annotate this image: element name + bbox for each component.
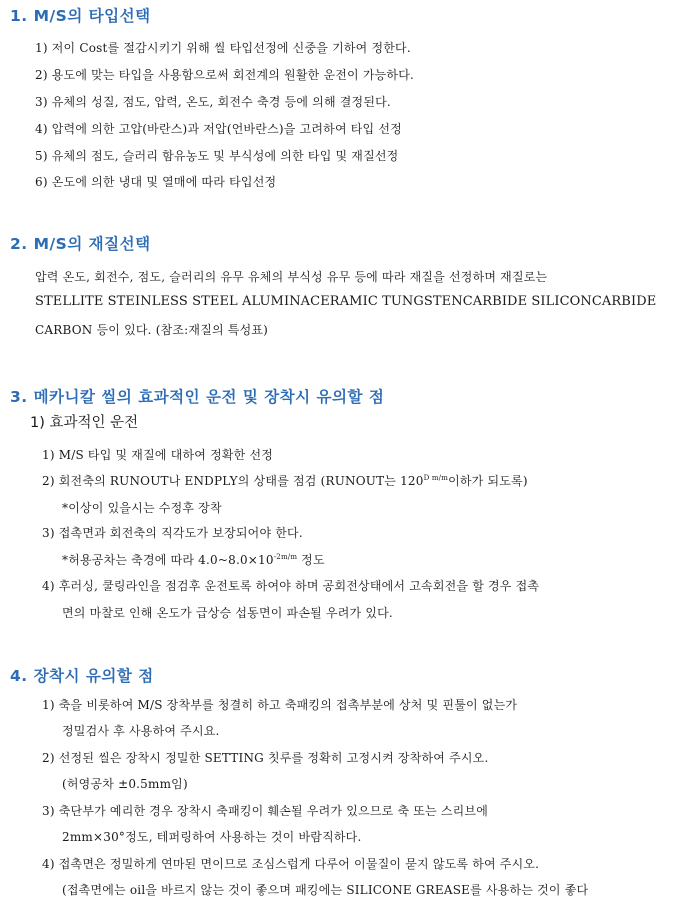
section3-item-3: 3) 접촉면과 회전축의 직각도가 보장되어야 한다. <box>42 526 303 540</box>
section1-item-4: 4) 압력에 의한 고압(바란스)과 저압(언바란스)을 고려하여 타입 선정 <box>35 122 402 136</box>
section3-item-3-note-suffix: 정도 <box>297 553 325 567</box>
section2-line-1: 압력 온도, 회전수, 점도, 슬러리의 유무 유체의 부식성 유무 등에 따라 재질을 선정하며 재질로는 <box>35 270 548 284</box>
section3-item-2-note: *이상이 있을시는 수정후 장착 <box>62 501 222 515</box>
section3-item-3-note <box>62 551 325 568</box>
section3-subtitle: 1) 효과적인 운전 <box>30 415 139 431</box>
section4-item-3-line-2: 2mm×30°정도, 테퍼링하여 사용하는 것이 바람직하다. <box>62 830 362 844</box>
section4-item-1-line-1: 1) 축을 비롯하여 M/S 장착부를 청결히 하고 축패킹의 접촉부분에 상처 및 핀툴이 없는가 <box>42 698 518 712</box>
section3-item-3-note-unit: -2m/m <box>273 553 298 561</box>
section3-item-2-unit: D m/m <box>423 474 449 482</box>
section1-item-2: 2) 용도에 맞는 타입을 사용함으로써 회전계의 원활한 운전이 가능하다. <box>35 68 415 82</box>
section3-title: 3. 메카니칼 씰의 효과적인 운전 및 장착시 유의할 점 <box>10 388 385 406</box>
section2-line-3: CARBON 등이 있다. (참조:재질의 특성표) <box>35 323 269 337</box>
section4-item-4-line-2: (접촉면에는 oil을 바르지 않는 것이 좋으며 패킹에는 SILICONE GREASE를 사용하는 것이 좋다 <box>62 883 589 897</box>
section3-item-2-text: 2) 회전축의 RUNOUT나 ENDPLY의 상태를 점검 (RUNOUT는 120 <box>42 474 424 488</box>
section1-item-5: 5) 유체의 점도, 슬러리 함유농도 및 부식성에 의한 타입 및 재질선정 <box>35 149 399 163</box>
section2-title: 2. M/S의 재질선택 <box>10 235 151 253</box>
section4-title: 4. 장착시 유의할 점 <box>10 667 154 685</box>
section2-line-2: STELLITE STEINLESS STEEL ALUMINACERAMIC TUNGSTENCARBIDE SILICONCARBIDE <box>35 294 657 309</box>
section1-title: 1. M/S의 타입선택 <box>10 7 151 25</box>
section3-item-4-line-1: 4) 후러싱, 쿨링라인을 점검후 운전토록 하여야 하며 공회전상태에서 고속회전을 할 경우 접촉 <box>42 579 540 593</box>
section4-item-2-line-1: 2) 선정된 씰은 장착시 정밀한 SETTING 칫루를 정확히 고정시켜 장착하여 주시오. <box>42 751 489 765</box>
section3-item-1: 1) M/S 타입 및 재질에 대하여 정확한 선정 <box>42 448 274 462</box>
section4-item-2-line-2: (허영공차 ±0.5mm임) <box>62 777 188 791</box>
section4-item-1-line-2: 정밀검사 후 사용하여 주시요. <box>62 724 220 738</box>
section4-item-3-line-1: 3) 축단부가 예리한 경우 장착시 축패킹이 훼손될 우려가 있으므로 축 또는 스리브에 <box>42 804 489 818</box>
section1-item-3: 3) 유체의 성질, 점도, 압력, 온도, 회전수 축경 등에 의해 결정된다. <box>35 95 391 109</box>
section3-item-2 <box>42 472 528 489</box>
section3-item-3-note-text: *허용공차는 축경에 따라 4.0~8.0×10 <box>62 553 274 567</box>
section3-item-2-suffix: 이하가 되도록) <box>448 474 528 488</box>
section4-item-4-line-1: 4) 접촉면은 정밀하게 연마된 면이므로 조심스럽게 다루어 이물질이 묻지 않도록 하여 주시오. <box>42 857 540 871</box>
section3-item-4-line-2: 면의 마찰로 인해 온도가 급상승 섭동면이 파손될 우려가 있다. <box>62 606 393 620</box>
section1-item-1: 1) 저이 Cost를 절감시키기 위해 씰 타입선정에 신중을 기하여 정한다. <box>35 41 411 55</box>
section1-item-6: 6) 온도에 의한 냉대 및 열매에 따라 타입선정 <box>35 175 277 189</box>
